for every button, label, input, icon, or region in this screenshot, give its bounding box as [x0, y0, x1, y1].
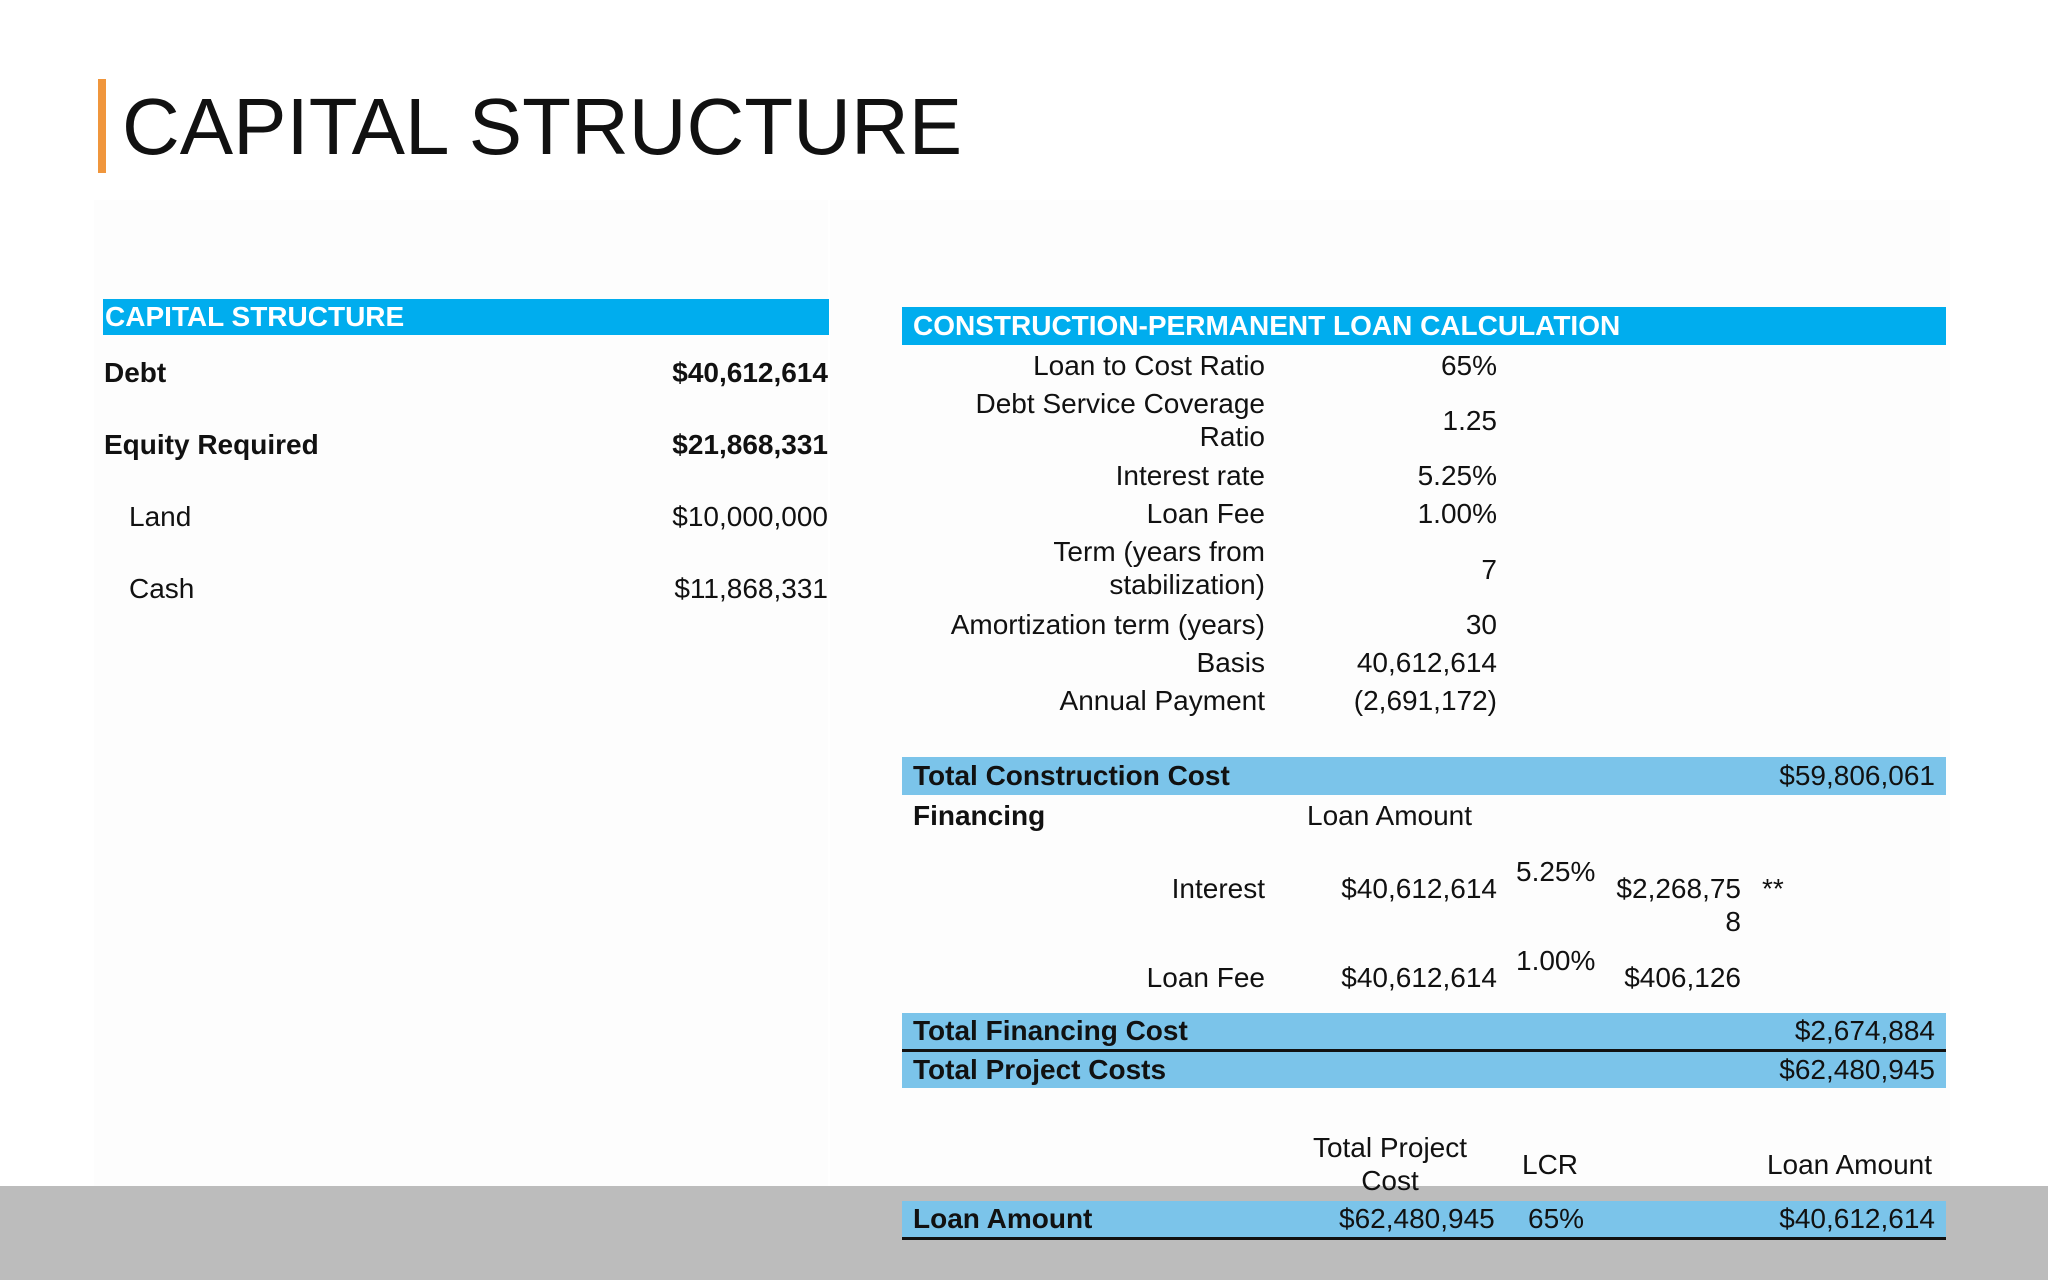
- loan-amount-row-label: Loan Amount: [913, 1203, 1093, 1234]
- interest-rate-value: 5.25%: [1417, 460, 1497, 491]
- financing-loan-fee-rate: 1.00%: [1516, 945, 1596, 976]
- equity-label: Equity Required: [104, 429, 319, 460]
- term-label: Term (years from stabilization): [1053, 536, 1265, 600]
- debt-value: $40,612,614: [672, 357, 828, 388]
- annual-payment-label: Annual Payment: [1059, 685, 1265, 716]
- basis-value: 40,612,614: [1356, 647, 1497, 678]
- total-construction-cost-value: $59,806,061: [1779, 760, 1935, 791]
- equity-value: $21,868,331: [672, 429, 828, 460]
- total-construction-cost-label: Total Construction Cost: [913, 760, 1230, 791]
- loan-amount-value: $40,612,614: [1779, 1203, 1935, 1234]
- term-value: 7: [1481, 554, 1497, 585]
- annual-payment-value: (2,691,172): [1353, 685, 1497, 716]
- capital-structure-header: CAPITAL STRUCTURE: [103, 299, 829, 335]
- financing-label: Financing: [913, 800, 1046, 831]
- page-title: CAPITAL STRUCTURE: [122, 82, 963, 171]
- ltc-value: 65%: [1440, 350, 1497, 381]
- debt-row: [104, 353, 828, 393]
- loan-fee-value: 1.00%: [1417, 498, 1497, 529]
- financing-interest-amount: $2,268,758: [1616, 873, 1741, 937]
- interest-rate-label: Interest rate: [1115, 460, 1265, 491]
- equity-row: [104, 425, 828, 465]
- debt-label: Debt: [104, 357, 167, 388]
- loan-fee-label: Loan Fee: [1146, 498, 1265, 529]
- financing-interest-base: $40,612,614: [1341, 873, 1497, 904]
- financing-loan-fee-amount: $406,126: [1624, 962, 1741, 993]
- land-value: $10,000,000: [672, 501, 828, 532]
- col-lcr-header: LCR: [1522, 1149, 1579, 1180]
- financing-loan-fee-label: Loan Fee: [1146, 962, 1265, 993]
- loan-amount-col-header: Loan Amount: [1307, 800, 1473, 831]
- financing-interest-rate: 5.25%: [1516, 856, 1596, 887]
- financing-loan-fee-base: $40,612,614: [1341, 962, 1497, 993]
- cash-row: [104, 569, 828, 609]
- financing-interest-label: Interest: [1171, 873, 1265, 904]
- amortization-value: 30: [1465, 609, 1497, 640]
- total-construction-cost-row: [902, 757, 1946, 795]
- loan-amount-row: [902, 1201, 1946, 1240]
- cash-label: Cash: [129, 573, 195, 604]
- loan-amount-lcr: 65%: [1528, 1203, 1585, 1234]
- ltc-label: Loan to Cost Ratio: [1033, 350, 1265, 381]
- total-financing-cost-value: $2,674,884: [1794, 1015, 1935, 1046]
- amortization-label: Amortization term (years): [950, 609, 1265, 640]
- title-accent-bar: [98, 79, 106, 173]
- total-financing-cost-label: Total Financing Cost: [913, 1015, 1188, 1046]
- cash-value: $11,868,331: [674, 573, 828, 604]
- loan-amount-total-project-cost: $62,480,945: [1339, 1203, 1495, 1234]
- loan-calc-header: CONSTRUCTION-PERMANENT LOAN CALCULATION: [902, 307, 1946, 345]
- total-project-costs-value: $62,480,945: [1779, 1054, 1935, 1085]
- col-total-project-cost-header: Total Project Cost: [1312, 1132, 1468, 1196]
- left-panel-bg: [94, 200, 828, 1186]
- land-label: Land: [129, 501, 192, 532]
- dscr-value: 1.25: [1442, 405, 1497, 436]
- basis-label: Basis: [1196, 647, 1265, 678]
- total-financing-cost-row: [902, 1013, 1946, 1052]
- total-project-costs-row: [902, 1052, 1946, 1088]
- total-project-costs-label: Total Project Costs: [913, 1054, 1167, 1085]
- land-row: [104, 497, 828, 537]
- dscr-label: Debt Service Coverage Ratio: [975, 388, 1265, 452]
- col-loan-amount-header: Loan Amount: [1766, 1149, 1932, 1180]
- financing-interest-note: **: [1762, 873, 1784, 904]
